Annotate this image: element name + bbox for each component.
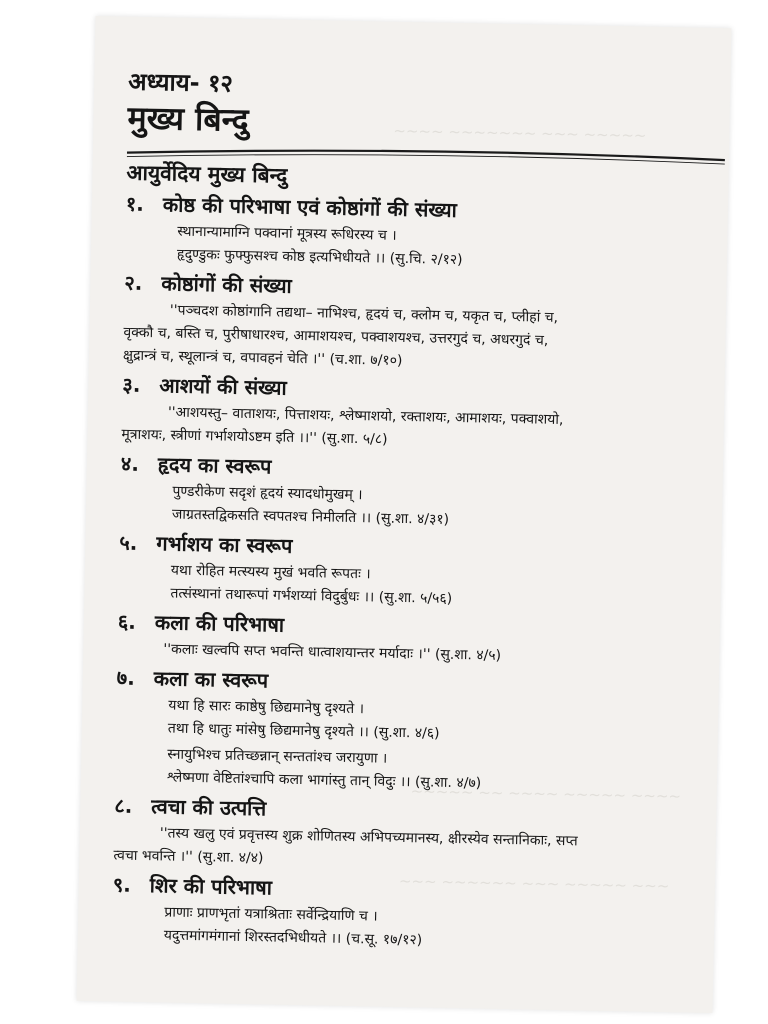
verse-group bbox=[164, 901, 708, 957]
section-heading-text: हृदय का स्वरूप bbox=[150, 452, 272, 479]
verse-line: पुण्डरीकेण सदृशं हृदयं स्यादधोमुखम् । bbox=[172, 483, 363, 504]
verse-line: जाग्रतस्तद्विकसति स्वपतश्च निमीलति ।। (सु.शा. ४/३१) bbox=[171, 506, 450, 528]
section-number: १. bbox=[125, 191, 145, 216]
section-heading-text: आशयों की संख्या bbox=[152, 373, 287, 400]
section-number: ९. bbox=[112, 872, 132, 897]
verse-line: क्षुद्रान्त्रं च, स्थूलान्त्रं च, वपावहनं चेति ।'' (च.शा. ७/१०) bbox=[122, 347, 403, 369]
verse-block bbox=[177, 221, 721, 277]
verse-line: प्राणाः प्राणभृतां यत्राश्रिताः सर्वेन्द्रियाणि च । bbox=[164, 904, 378, 925]
verse-line: हृदुण्डुकः फुफ्फुसश्च कोष्ठ इत्यभिधीयते ।। (सु.चि. २/१२) bbox=[176, 246, 463, 269]
bleed-through-text: ~~~~ ~~~~~~~ ~~~ ~~~~~ bbox=[393, 121, 647, 145]
section-subtitle: आयुर्वेदिय मुख्य बिन्दु bbox=[126, 160, 288, 188]
verse-line: ''तस्य खलु एवं प्रवृत्तस्य शुक्र शोणितस्य अभिपच्यमानस्य, क्षीरस्येव सन्तानिकाः, सप्त bbox=[159, 825, 578, 850]
verse-group bbox=[167, 744, 711, 800]
verse-line: स्थानान्यामाग्नि पक्वानां मूत्रस्य रूधिरस्य च । bbox=[177, 223, 397, 244]
verse-block bbox=[167, 695, 712, 800]
bleed-through-text: ~~~ ~~~~~~ ~~~ ~~~~~ ~~~ bbox=[398, 871, 670, 896]
verse-block bbox=[164, 901, 708, 957]
section-heading-text: कोष्ठांगों की संख्या bbox=[154, 271, 292, 298]
bleed-through-text: ~~~~~ ~~ ~~~~ ~~~~~ ~~~~ bbox=[410, 782, 682, 806]
verse-group bbox=[121, 401, 717, 458]
verse-group bbox=[177, 221, 721, 277]
verse-block bbox=[172, 481, 716, 537]
page-content bbox=[112, 67, 724, 962]
section-7 bbox=[115, 665, 712, 800]
verse-line: ''आशयस्तु– वाताशयः, पित्ताशयः, श्लेष्माशयो, रक्ताशयः, आमाशयः, पक्वाशयो, bbox=[167, 404, 564, 429]
verse-line: यथा रोहित मत्स्यस्य मुखं भवति रूपतः । bbox=[170, 562, 371, 583]
verse-group bbox=[170, 560, 714, 616]
verse-block bbox=[121, 401, 717, 458]
verse-block bbox=[170, 560, 714, 616]
verse-line: ''कलाः खल्वपि सप्त भवन्ति धात्वाशयान्तर मर्यादाः ।'' (सु.शा. ४/५) bbox=[163, 641, 502, 664]
section-number: ३. bbox=[122, 372, 141, 397]
section-heading-text: कोष्ठ की परिभाषा एवं कोष्ठांगों की संख्या bbox=[155, 192, 458, 222]
verse-block bbox=[123, 299, 719, 379]
section-heading-text: शिर की परिभाषा bbox=[142, 873, 273, 900]
verse-group bbox=[172, 481, 716, 537]
section-number: ६. bbox=[117, 609, 137, 634]
section-2 bbox=[123, 270, 720, 379]
section-8 bbox=[113, 792, 709, 878]
section-3 bbox=[121, 372, 717, 458]
verse-line: स्नायुभिश्च प्रतिच्छन्नान् सन्ततांश्च जरायुणा । bbox=[167, 746, 388, 767]
verse-line: त्वचा भवन्ति ।'' (सु.शा. ४/४) bbox=[113, 847, 264, 867]
section-heading-text: गर्भाशय का स्वरूप bbox=[149, 531, 293, 558]
verse-line: यदुत्तमांगमंगानां शिरस्तदभिधीयते ।। (च.सू. १७/१२) bbox=[163, 927, 423, 949]
page-title: मुख्य बिन्दु bbox=[127, 98, 249, 139]
section-1 bbox=[125, 191, 721, 277]
verse-line: तथा हि धातुः मांसेषु छिद्यमानेषु दृश्यते ।। (सु.शा. ४/६) bbox=[167, 720, 440, 742]
verse-line: ''पञ्चदश कोष्ठांगानि तद्यथा– नाभिश्च, हृदयं च, क्लोम च, यकृत च, प्लीहां च, bbox=[169, 302, 559, 326]
section-heading-text: कला की परिभाषा bbox=[147, 610, 285, 637]
verse-line: मूत्राशयः, स्त्रीणां गर्भाशयोऽष्टम इति ।।'' (सु.शा. ५/८) bbox=[121, 426, 388, 448]
section-number: ७. bbox=[116, 665, 136, 690]
section-heading-text: कला का स्वरूप bbox=[146, 666, 269, 693]
verse-line: तत्संस्थानां तथारूपां गर्भशय्यां विदुर्बुधः ।। (सु.शा. ५/५६) bbox=[170, 585, 453, 607]
verse-line: श्लेष्मणा वेष्टितांश्चापि कला भागांस्तु तान् विदुः ।। (सु.शा. ४/७) bbox=[166, 769, 482, 792]
section-heading-text: त्वचा की उत्पत्ति bbox=[144, 794, 267, 821]
section-number: २. bbox=[124, 270, 143, 295]
section-9 bbox=[112, 871, 708, 957]
verse-line: यथा हि सारः काष्ठेषु छिद्यमानेषु दृश्यते । bbox=[168, 697, 365, 718]
sections-list bbox=[112, 191, 721, 958]
section-number: ५. bbox=[119, 530, 138, 555]
section-number: ४. bbox=[120, 451, 140, 476]
book-page bbox=[77, 16, 732, 1013]
section-4 bbox=[120, 451, 716, 537]
section-number: ८. bbox=[114, 793, 133, 818]
section-6 bbox=[117, 609, 713, 672]
section-5 bbox=[118, 530, 714, 616]
verse-line: वृक्कौ च, बस्ति च, पुरीषाधारश्च, आमाशयश्च, पक्वाशयश्च, उत्तरगुदं च, अधरगुदं च, bbox=[123, 324, 549, 349]
verse-group bbox=[113, 821, 709, 878]
verse-block bbox=[113, 821, 709, 878]
verse-group bbox=[168, 695, 712, 751]
chapter-label: अध्याय- १२ bbox=[127, 67, 234, 98]
verse-group bbox=[123, 299, 719, 379]
